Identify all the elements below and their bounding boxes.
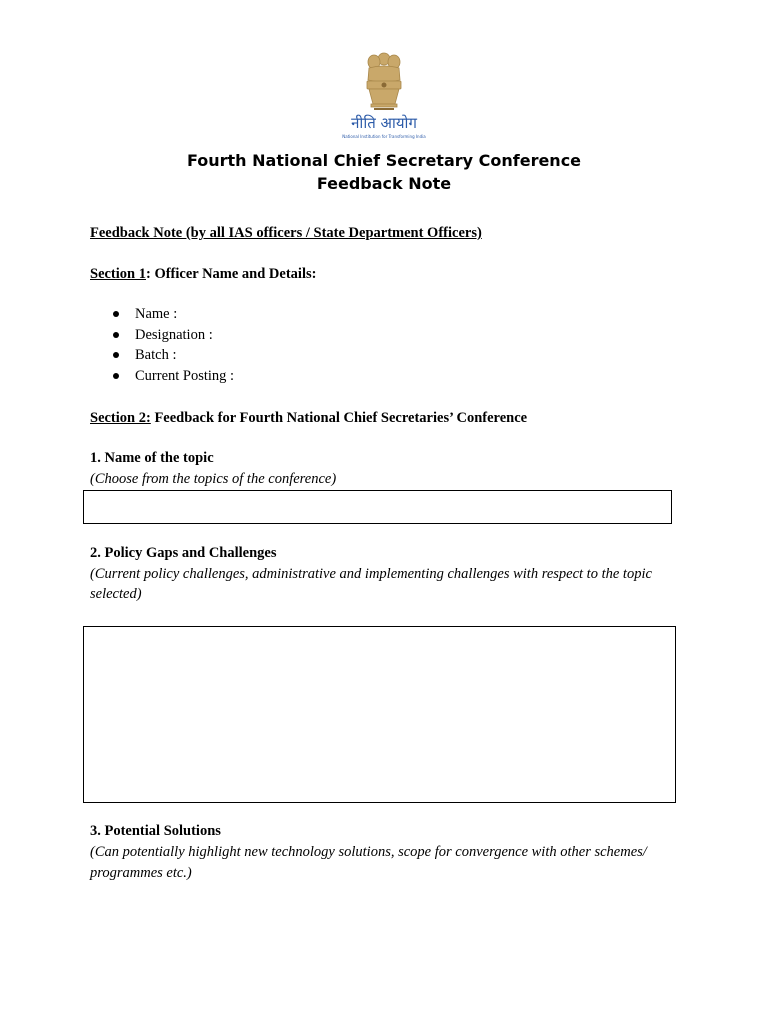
bullet-icon [113, 332, 119, 338]
list-item [90, 345, 234, 366]
officer-details-list [90, 304, 234, 387]
list-item [90, 304, 234, 325]
list-item [90, 366, 234, 387]
section1-label: Section 1 [90, 266, 146, 282]
q2-heading: 2. Policy Gaps and Challenges [90, 545, 277, 561]
bullet-icon [113, 311, 119, 317]
logo-tagline: National Institution for Transforming India [342, 134, 426, 139]
detail-label-batch: Batch : [135, 347, 177, 364]
detail-label-designation: Designation : [135, 326, 213, 343]
section2-heading [90, 408, 527, 428]
state-emblem-icon [359, 50, 409, 114]
page-title: Fourth National Chief Secretary Conference [186, 151, 582, 170]
section1-title: : Officer Name and Details: [145, 266, 317, 282]
section2-title: Feedback for Fourth National Chief Secretaries’ Conference [150, 410, 528, 426]
q1-heading: 1. Name of the topic [90, 450, 214, 466]
q2-hint-line2: selected) [90, 586, 142, 602]
detail-label-current-posting: Current Posting : [135, 368, 235, 385]
bullet-icon [113, 352, 119, 358]
page-subtitle: Feedback Note [316, 174, 452, 193]
section2-label: Section 2: [90, 410, 151, 426]
list-item [90, 325, 234, 346]
policy-gaps-field[interactable] [83, 626, 676, 803]
q3-hint-line1: (Can potentially highlight new technology solutions, scope for convergence with other schemes/ [90, 844, 647, 860]
q3-heading: 3. Potential Solutions [90, 823, 221, 839]
topic-name-field[interactable] [83, 490, 672, 524]
q1-hint: (Choose from the topics of the conference) [90, 471, 337, 487]
q3-hint-line2: programmes etc.) [90, 865, 192, 881]
detail-label-name: Name : [135, 306, 178, 322]
intro-heading: Feedback Note (by all IAS officers / State Department Officers) [90, 225, 482, 241]
bullet-icon [113, 373, 119, 379]
niti-aayog-logo [334, 48, 434, 144]
section1-heading [90, 264, 316, 284]
q2-hint-line1: (Current policy challenges, administrative and implementing challenges with respect to the topic [90, 566, 652, 582]
logo-hindi-text: नीति आयोग [351, 114, 417, 132]
